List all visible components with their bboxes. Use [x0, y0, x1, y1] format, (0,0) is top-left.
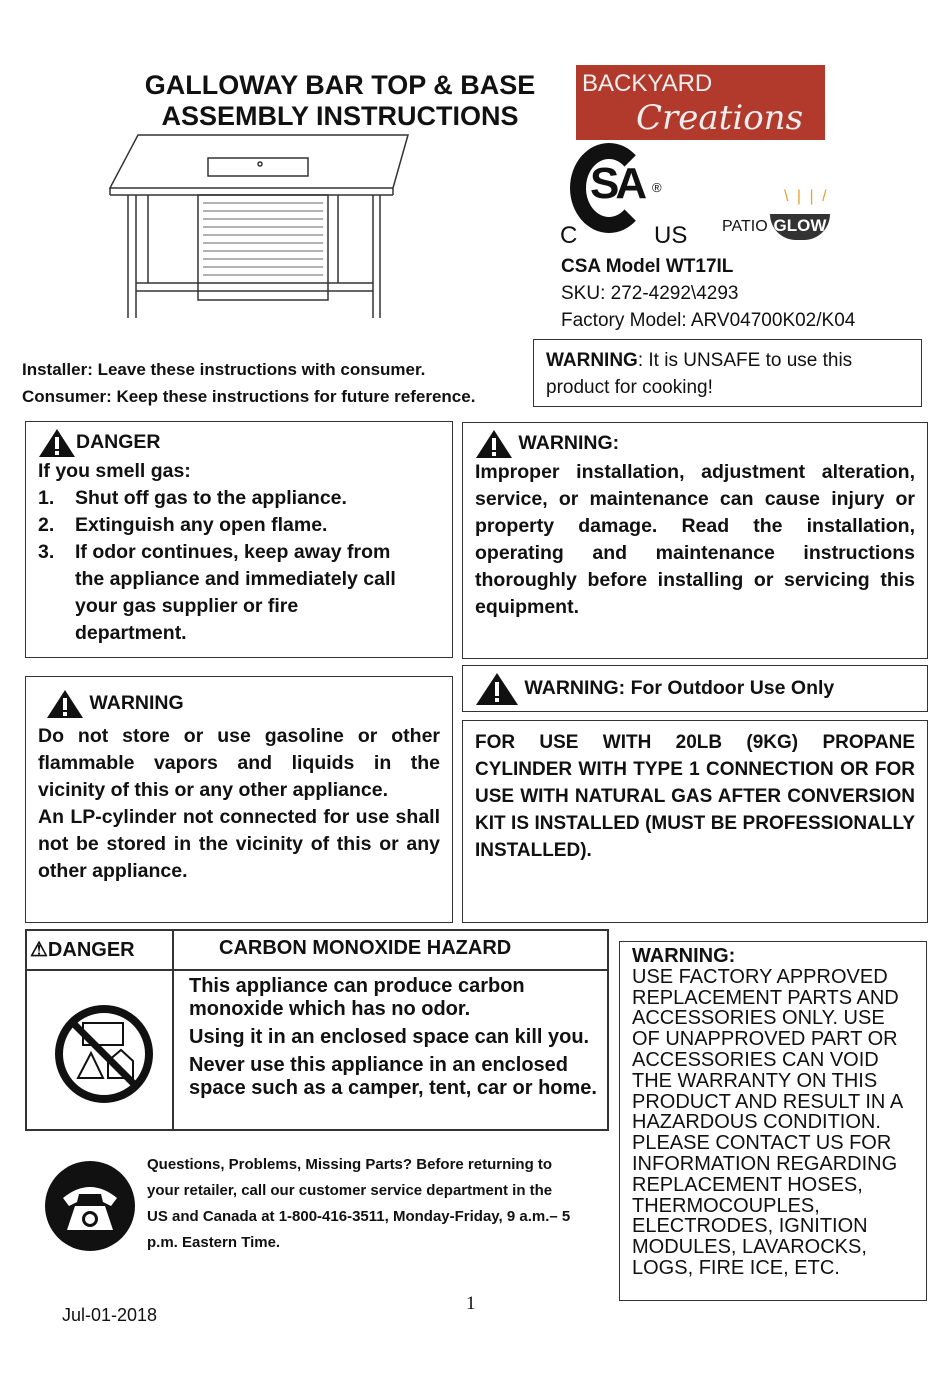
gasoline-warning-box — [25, 676, 453, 923]
csa-c: C — [560, 222, 578, 249]
danger-item: Shut off gas to the appliance. — [75, 487, 347, 509]
csa-model: CSA Model WT17IL — [561, 256, 734, 277]
factory-model: Factory Model: ARV04700K02/K04 — [561, 310, 856, 331]
warning-triangle-icon — [475, 429, 513, 459]
csa-logo: SA ® C US — [560, 140, 690, 250]
danger-intro: If you smell gas: — [38, 460, 191, 482]
no-enclosed-space-icon — [53, 1003, 155, 1105]
outdoor-warning-box — [462, 665, 928, 712]
warning-text: USE FACTORY APPROVED REPLACEMENT PARTS AND ACCESSORIES ONLY. USE OF UNAPPROVED PART OR ACCESSORIES CAN VOID THE WARRANTY ON THIS PRODUCT AND RESULT IN A HAZARDOUS CONDITION. PLEASE CONTACT US FOR INFORMATION REGARDING REPLACEMENT HOSES, THERMOCOUPLES, ELECTRODES, IGNITION MODULES, LAVAROCKS, LOGS, FIRE ICE, ETC. — [632, 965, 903, 1279]
warning-triangle-icon — [38, 428, 76, 458]
cooking-warning-box — [533, 339, 922, 407]
consumer-note: Consumer: Keep these instructions for future reference. — [22, 387, 476, 406]
product-info — [561, 253, 855, 334]
sku: SKU: 272-4292\4293 — [561, 283, 739, 304]
phone-icon — [45, 1158, 135, 1254]
item-number: 3. — [38, 541, 55, 563]
installer-notes — [22, 356, 475, 410]
title-line-2: ASSEMBLY INSTRUCTIONS — [161, 101, 519, 131]
danger-item: Extinguish any open flame. — [75, 514, 328, 536]
bar-table-illustration — [108, 133, 413, 323]
csa-us: US — [654, 222, 688, 249]
co-line: This appliance can produce carbon monoxide which has no odor. — [189, 975, 525, 1020]
co-line: Using it in an enclosed space can kill you. — [189, 1026, 590, 1048]
warning-paragraph: Do not store or use gasoline or other flammable vapors and liquids in the vicinity of this or any other appliance. — [38, 725, 440, 801]
logo-script-text: Creations — [636, 98, 804, 138]
co-hazard-table — [25, 929, 609, 1131]
patio-text: PATIO — [722, 218, 768, 235]
co-title: CARBON MONOXIDE HAZARD — [219, 937, 512, 959]
title-line-1: GALLOWAY BAR TOP & BASE — [144, 70, 536, 100]
warning-triangle-icon — [46, 689, 84, 719]
warning-title: WARNING: — [518, 432, 620, 455]
backyard-creations-logo — [576, 65, 825, 140]
warning-text: : It is UNSAFE to use this product for cooking! — [546, 350, 853, 398]
propane-box — [462, 720, 928, 923]
item-number: 1. — [38, 487, 55, 509]
danger-title: DANGER — [76, 431, 161, 454]
warning-title: WARNING: For Outdoor Use Only — [524, 677, 835, 700]
logo-top-text: BACKYARD — [582, 70, 713, 97]
installer-note: Installer: Leave these instructions with consumer. — [22, 360, 426, 379]
warning-title: WARNING — [89, 692, 184, 715]
co-danger-label: ⚠DANGER — [30, 939, 135, 961]
warning-paragraph: An LP-cylinder not connected for use shall not be stored in the vicinity of this or any other appliance. — [38, 806, 440, 882]
warning-triangle-icon — [475, 672, 519, 706]
gas-danger-box — [25, 421, 453, 658]
glow-text: GLOW — [770, 214, 830, 240]
co-line: Never use this appliance in an enclosed space such as a camper, tent, car or home. — [189, 1054, 597, 1099]
document-date: Jul-01-2018 — [62, 1305, 158, 1325]
install-warning-box — [462, 422, 928, 659]
warning-text: Improper installation, adjustment alteration, service, or maintenance can cause injury or property damage. Read the installation, operating and maintenance instructions thoroughly before installing or servicing this equipment. — [475, 461, 915, 618]
danger-item: If odor continues, keep away from the appliance and immediately call your gas supplier or fire department. — [75, 541, 396, 644]
contact-text: Questions, Problems, Missing Parts? Before returning to your retailer, call our customer service department in the US and Canada at 1-800-416-3511, Monday-Friday, 9 a.m.– 5 p.m. Eastern Time. — [147, 1156, 571, 1251]
page-number: 1 — [466, 1293, 476, 1314]
warning-label: WARNING — [546, 350, 638, 371]
warning-title: WARNING: — [632, 945, 736, 967]
item-number: 2. — [38, 514, 55, 536]
patioglow-logo: \ | | / PATIO GLOW — [722, 188, 847, 240]
parts-warning-box — [619, 941, 927, 1301]
propane-text: FOR USE WITH 20LB (9KG) PROPANE CYLINDER WITH TYPE 1 CONNECTION OR FOR USE WITH NATURAL GAS AFTER CONVERSION KIT IS INSTALLED (MUST BE PROFESSIONALLY INSTALLED). — [475, 732, 915, 861]
page-title — [110, 70, 570, 132]
co-text — [189, 975, 601, 1100]
